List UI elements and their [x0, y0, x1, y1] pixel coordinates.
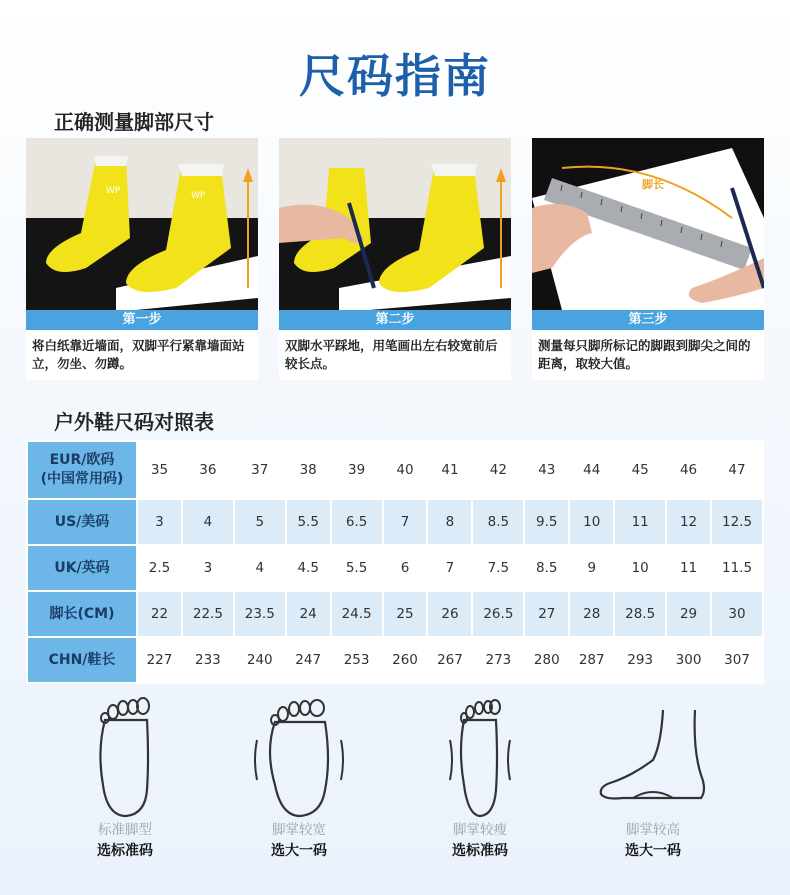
table-cell: 47 — [711, 441, 763, 499]
table-cell: 42 — [472, 441, 524, 499]
table-cell: 5.5 — [331, 545, 383, 591]
foot-type-wide-advice: 选大一码 — [271, 843, 327, 859]
table-row — [27, 499, 763, 545]
table-cell: 45 — [614, 441, 666, 499]
table-cell: 10 — [569, 499, 614, 545]
svg-text:WP: WP — [106, 186, 121, 196]
table-cell: 300 — [666, 637, 711, 683]
foot-type-standard-label: 标准脚型 — [98, 822, 152, 838]
row-header — [27, 545, 137, 591]
step1-description: 将白纸靠近墙面，双脚平行紧靠墙面站立，勿坐、勿蹲。 — [32, 338, 245, 371]
step3-description: 测量每只脚所标记的脚跟到脚尖之间的距离，取较大值。 — [538, 338, 751, 371]
table-cell: 46 — [666, 441, 711, 499]
page-title: 尺码指南 — [299, 49, 491, 103]
step3-label: 第三步 — [532, 310, 764, 330]
table-cell: 28 — [569, 591, 614, 637]
table-cell: 4 — [234, 545, 286, 591]
row-header-line: (中国常用码) — [40, 471, 124, 487]
table-cell: 8.5 — [472, 499, 524, 545]
measure-section-heading: 正确测量脚部尺寸 — [54, 110, 214, 134]
table-cell: 40 — [383, 441, 428, 499]
table-cell: 12 — [666, 499, 711, 545]
table-cell: 293 — [614, 637, 666, 683]
table-cell: 247 — [286, 637, 331, 683]
table-cell: 8 — [427, 499, 472, 545]
step2-description: 双脚水平踩地，用笔画出左右较宽前后较长点。 — [285, 338, 498, 371]
table-cell: 2.5 — [137, 545, 182, 591]
table-cell: 41 — [427, 441, 472, 499]
table-cell: 267 — [427, 637, 472, 683]
foot-type-high-arch-advice: 选大一码 — [625, 843, 681, 859]
step1-label: 第一步 — [26, 310, 258, 330]
row-header-line: US/美码 — [54, 513, 110, 530]
table-cell: 253 — [331, 637, 383, 683]
table-cell: 7 — [383, 499, 428, 545]
table-cell: 5.5 — [286, 499, 331, 545]
size-table-heading: 户外鞋尺码对照表 — [54, 410, 214, 434]
table-cell: 22.5 — [182, 591, 234, 637]
table-cell: 7 — [427, 545, 472, 591]
table-cell: 260 — [383, 637, 428, 683]
row-header — [27, 637, 137, 683]
table-row — [27, 545, 763, 591]
table-cell: 6 — [383, 545, 428, 591]
high-arch-foot-icon — [593, 690, 713, 820]
step2-photo — [279, 138, 511, 310]
table-cell: 233 — [182, 637, 234, 683]
foot-type-narrow-advice: 选标准码 — [452, 843, 508, 859]
foot-type-wide — [214, 680, 384, 870]
table-cell: 12.5 — [711, 499, 763, 545]
table-cell: 28.5 — [614, 591, 666, 637]
table-cell: 35 — [137, 441, 182, 499]
row-header-line: EUR/欧码 — [49, 452, 115, 468]
table-row — [27, 441, 763, 499]
table-cell: 24.5 — [331, 591, 383, 637]
row-header — [27, 499, 137, 545]
table-cell: 25 — [383, 591, 428, 637]
foot-type-standard — [40, 680, 210, 870]
table-cell: 38 — [286, 441, 331, 499]
foot-type-narrow — [395, 680, 565, 870]
table-cell: 273 — [472, 637, 524, 683]
table-cell: 9.5 — [524, 499, 569, 545]
narrow-foot-icon — [430, 690, 530, 820]
row-header-line: CHN/鞋长 — [48, 651, 116, 668]
table-cell: 10 — [614, 545, 666, 591]
table-cell: 227 — [137, 637, 182, 683]
table-cell: 9 — [569, 545, 614, 591]
row-header-line: UK/英码 — [54, 559, 110, 576]
table-cell: 11 — [666, 545, 711, 591]
table-cell: 4 — [182, 499, 234, 545]
table-cell: 23.5 — [234, 591, 286, 637]
table-cell: 29 — [666, 591, 711, 637]
table-cell: 240 — [234, 637, 286, 683]
table-cell: 280 — [524, 637, 569, 683]
wide-foot-icon — [249, 690, 349, 820]
foot-type-wide-label: 脚掌较宽 — [272, 822, 326, 838]
table-cell: 3 — [137, 499, 182, 545]
table-cell: 22 — [137, 591, 182, 637]
step3-photo-text: 脚长 — [642, 178, 664, 191]
table-cell: 5 — [234, 499, 286, 545]
row-header-line: 脚长(CM) — [49, 605, 115, 622]
table-cell: 3 — [182, 545, 234, 591]
table-cell: 39 — [331, 441, 383, 499]
table-row — [27, 637, 763, 683]
table-cell: 7.5 — [472, 545, 524, 591]
table-cell: 8.5 — [524, 545, 569, 591]
step-card-3 — [532, 138, 764, 380]
table-cell: 307 — [711, 637, 763, 683]
table-cell: 26.5 — [472, 591, 524, 637]
table-cell: 37 — [234, 441, 286, 499]
foot-type-high-arch-label: 脚掌较高 — [626, 822, 680, 838]
table-row — [27, 591, 763, 637]
svg-text:WP: WP — [191, 191, 206, 201]
step1-photo — [26, 138, 258, 310]
table-cell: 44 — [569, 441, 614, 499]
table-cell: 26 — [427, 591, 472, 637]
table-cell: 11 — [614, 499, 666, 545]
foot-type-high-arch — [568, 680, 738, 870]
step3-photo — [532, 138, 764, 310]
table-cell: 43 — [524, 441, 569, 499]
table-cell: 30 — [711, 591, 763, 637]
row-header — [27, 591, 137, 637]
table-cell: 27 — [524, 591, 569, 637]
table-cell: 4.5 — [286, 545, 331, 591]
size-chart-table — [26, 440, 764, 684]
table-cell: 24 — [286, 591, 331, 637]
table-cell: 287 — [569, 637, 614, 683]
step2-label: 第二步 — [279, 310, 511, 330]
row-header — [27, 441, 137, 499]
foot-type-standard-advice: 选标准码 — [97, 843, 153, 859]
table-cell: 11.5 — [711, 545, 763, 591]
foot-type-narrow-label: 脚掌较瘦 — [453, 822, 507, 838]
table-cell: 36 — [182, 441, 234, 499]
step-card-1 — [26, 138, 258, 380]
standard-foot-icon — [75, 690, 175, 820]
step-card-2 — [279, 138, 511, 380]
table-cell: 6.5 — [331, 499, 383, 545]
